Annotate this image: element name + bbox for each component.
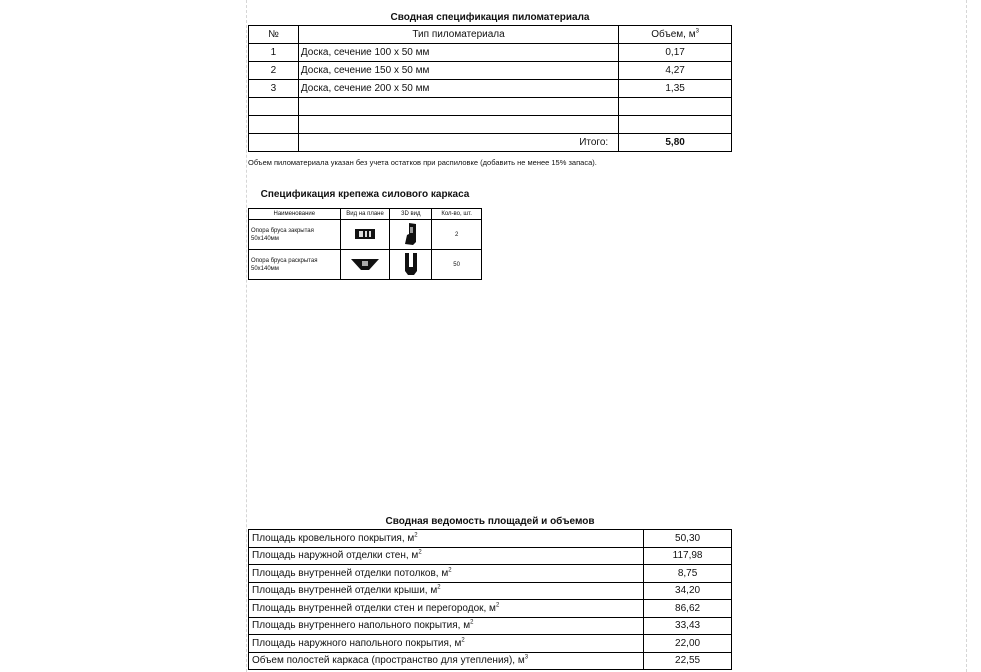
table-row xyxy=(249,530,732,548)
col-plan-header: Вид на плане xyxy=(340,209,390,220)
lumber-table xyxy=(248,25,732,152)
table-row xyxy=(249,220,482,250)
area-label: Площадь кровельного покрытия, $м^2$ xyxy=(249,530,644,548)
fasteners-table-title: Спецификация крепежа силового каркаса xyxy=(260,189,470,200)
row-type: Доска, сечение 100 х 50 мм xyxy=(298,44,618,62)
area-value: 8,75 xyxy=(644,565,732,583)
open-joist-hanger-plan-icon xyxy=(340,250,390,280)
fastener-name-line2: 50х140мм xyxy=(251,265,279,272)
table-row xyxy=(249,565,732,583)
table-row xyxy=(249,80,732,98)
areas-table xyxy=(248,529,732,670)
closed-joist-hanger-3d-icon xyxy=(390,220,432,250)
row-num: 3 xyxy=(249,80,299,98)
table-row xyxy=(249,652,732,670)
fasteners-table-header xyxy=(249,209,482,220)
area-value: 50,30 xyxy=(644,530,732,548)
fastener-name xyxy=(249,220,341,250)
fastener-name-line1: Опора бруса раскрытая xyxy=(251,257,318,264)
lumber-note: Объем пиломатериала указан без учета остатков при распиловке (добавить не менее 15% запаса). xyxy=(248,158,597,167)
table-row xyxy=(249,617,732,635)
table-row xyxy=(249,250,482,280)
lumber-table-title: Сводная спецификация пиломатериала xyxy=(390,12,590,23)
area-label: Площадь наружного напольного покрытия, $м^2$ xyxy=(249,635,644,653)
area-value: 117,98 xyxy=(644,547,732,565)
col-qty-header: Кол-во, шт. xyxy=(432,209,482,220)
table-row xyxy=(249,600,732,618)
fastener-qty: 2 xyxy=(432,220,482,250)
total-label: Итого: xyxy=(298,134,618,152)
page-gridline xyxy=(966,0,967,672)
area-value: 22,55 xyxy=(644,652,732,670)
fastener-name xyxy=(249,250,341,280)
row-volume: 1,35 xyxy=(619,80,732,98)
area-label: Объем полостей каркаса (пространство для утепления), $м^3$ xyxy=(249,652,644,670)
table-row xyxy=(249,635,732,653)
empty-row xyxy=(249,116,732,134)
area-value: 34,20 xyxy=(644,582,732,600)
row-volume: 4,27 xyxy=(619,62,732,80)
row-volume: 0,17 xyxy=(619,44,732,62)
areas-table-title: Сводная ведомость площадей и объемов xyxy=(385,516,595,527)
table-row xyxy=(249,582,732,600)
table-row xyxy=(249,547,732,565)
row-num: 1 xyxy=(249,44,299,62)
total-value: 5,80 xyxy=(619,134,732,152)
fastener-name-line2: 50х140мм xyxy=(251,235,279,242)
col-type-header: Тип пиломатериала xyxy=(298,26,618,44)
col-name-header: Наименование xyxy=(249,209,341,220)
col-num-header: № xyxy=(249,26,299,44)
area-label: Площадь внутреннего напольного покрытия, $м^2$ xyxy=(249,617,644,635)
row-num: 2 xyxy=(249,62,299,80)
page-gridline xyxy=(246,0,247,672)
area-value: 33,43 xyxy=(644,617,732,635)
closed-joist-hanger-plan-icon xyxy=(340,220,390,250)
fasteners-table xyxy=(248,208,482,280)
area-value: 22,00 xyxy=(644,635,732,653)
area-label: Площадь внутренней отделки стен и перегородок, $м^2$ xyxy=(249,600,644,618)
table-row xyxy=(249,62,732,80)
table-row xyxy=(249,44,732,62)
col-3d-header: 3D вид xyxy=(390,209,432,220)
empty-row xyxy=(249,98,732,116)
area-label: Площадь внутренней отделки потолков, $м^2$ xyxy=(249,565,644,583)
area-label: Площадь внутренней отделки крыши, $м^2$ xyxy=(249,582,644,600)
area-value: 86,62 xyxy=(644,600,732,618)
row-type: Доска, сечение 150 х 50 мм xyxy=(298,62,618,80)
open-joist-hanger-3d-icon xyxy=(390,250,432,280)
col-volume-header: Объем, $м^3$ xyxy=(619,26,732,44)
row-type: Доска, сечение 200 х 50 мм xyxy=(298,80,618,98)
fastener-name-line1: Опора бруса закрытая xyxy=(251,227,314,234)
area-label: Площадь наружной отделки стен, $м^2$ xyxy=(249,547,644,565)
lumber-table-header xyxy=(249,26,732,44)
total-row xyxy=(249,134,732,152)
fastener-qty: 50 xyxy=(432,250,482,280)
